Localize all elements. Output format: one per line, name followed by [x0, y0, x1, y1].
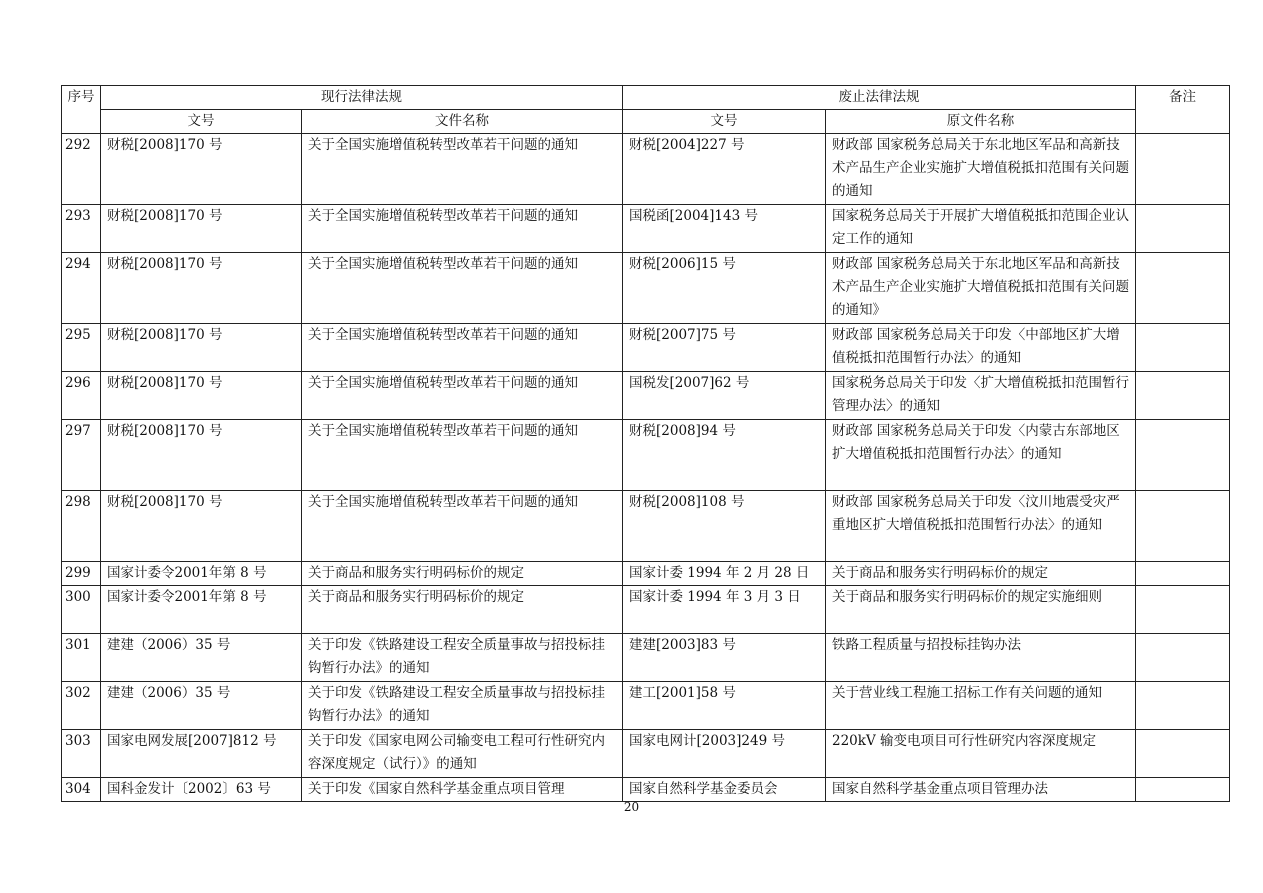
abolished-doc-no-cell: 国税函[2004]143 号 [623, 205, 826, 253]
current-doc-name-cell: 关于印发《铁路建设工程安全质量事故与招投标挂钩暂行办法》的通知 [302, 634, 623, 682]
abolished-doc-no-cell: 国家计委 1994 年 3 月 3 日 [623, 586, 826, 634]
remark-cell [1136, 586, 1230, 634]
page-number: 20 [623, 800, 640, 814]
row-index-cell: 301 [62, 634, 101, 682]
current-doc-no-cell: 财税[2008]170 号 [101, 491, 302, 562]
abolished-doc-name-cell: 财政部 国家税务总局关于印发〈中部地区扩大增值税抵扣范围暂行办法〉的通知 [826, 324, 1136, 372]
abolished-doc-name-cell: 铁路工程质量与招投标挂钩办法 [826, 634, 1136, 682]
current-doc-no-cell: 财税[2008]170 号 [101, 205, 302, 253]
regulations-table [61, 85, 1230, 802]
remark-cell [1136, 205, 1230, 253]
col-current-doc-no-header: 文号 [101, 110, 302, 134]
remark-cell [1136, 634, 1230, 682]
current-doc-name-cell: 关于全国实施增值税转型改革若干问题的通知 [302, 420, 623, 491]
row-index-cell: 303 [62, 730, 101, 778]
abolished-doc-no-cell: 国税发[2007]62 号 [623, 372, 826, 420]
table-row [62, 324, 1230, 372]
abolished-doc-name-cell: 财政部 国家税务总局关于东北地区军品和高新技术产品生产企业实施扩大增值税抵扣范围有关问题的通知》 [826, 253, 1136, 324]
current-doc-name-cell: 关于印发《国家电网公司输变电工程可行性研究内容深度规定（试行）》的通知 [302, 730, 623, 778]
remark-cell [1136, 324, 1230, 372]
current-doc-no-cell: 建建（2006）35 号 [101, 682, 302, 730]
current-doc-no-cell: 国科金发计〔2002〕63 号 [101, 778, 302, 802]
remark-cell [1136, 491, 1230, 562]
table-row [62, 134, 1230, 205]
abolished-doc-no-cell: 建工[2001]58 号 [623, 682, 826, 730]
remark-cell [1136, 562, 1230, 586]
abolished-doc-no-cell: 国家计委 1994 年 2 月 28 日 [623, 562, 826, 586]
remark-cell [1136, 134, 1230, 205]
row-index-cell: 297 [62, 420, 101, 491]
current-doc-name-cell: 关于全国实施增值税转型改革若干问题的通知 [302, 134, 623, 205]
table-body [62, 134, 1230, 802]
row-index-cell: 292 [62, 134, 101, 205]
table-row [62, 205, 1230, 253]
remark-cell [1136, 420, 1230, 491]
current-doc-no-cell: 财税[2008]170 号 [101, 324, 302, 372]
abolished-doc-name-cell: 220kV 输变电项目可行性研究内容深度规定 [826, 730, 1136, 778]
table-row [62, 586, 1230, 634]
remark-cell [1136, 778, 1230, 802]
current-doc-no-cell: 建建（2006）35 号 [101, 634, 302, 682]
abolished-doc-name-cell: 关于商品和服务实行明码标价的规定 [826, 562, 1136, 586]
col-seq-header: 序号 [62, 86, 101, 134]
abolished-doc-name-cell: 财政部 国家税务总局关于印发〈内蒙古东部地区扩大增值税抵扣范围暂行办法〉的通知 [826, 420, 1136, 491]
remark-cell [1136, 682, 1230, 730]
col-abolished-doc-name-header: 原文件名称 [826, 110, 1136, 134]
table-row [62, 778, 1230, 802]
table-header [62, 86, 1230, 134]
abolished-doc-name-cell: 国家税务总局关于开展扩大增值税抵扣范围企业认定工作的通知 [826, 205, 1136, 253]
abolished-doc-no-cell: 国家自然科学基金委员会 [623, 778, 826, 802]
row-index-cell: 304 [62, 778, 101, 802]
abolished-doc-no-cell: 财税[2008]108 号 [623, 491, 826, 562]
table-row [62, 253, 1230, 324]
row-index-cell: 296 [62, 372, 101, 420]
col-current-group-header: 现行法律法规 [101, 86, 623, 110]
current-doc-no-cell: 财税[2008]170 号 [101, 134, 302, 205]
current-doc-name-cell: 关于全国实施增值税转型改革若干问题的通知 [302, 205, 623, 253]
header-row-1 [62, 86, 1230, 110]
current-doc-name-cell: 关于全国实施增值税转型改革若干问题的通知 [302, 491, 623, 562]
current-doc-name-cell: 关于印发《国家自然科学基金重点项目管理 [302, 778, 623, 802]
abolished-doc-name-cell: 关于营业线工程施工招标工作有关问题的通知 [826, 682, 1136, 730]
remark-cell [1136, 253, 1230, 324]
current-doc-name-cell: 关于全国实施增值税转型改革若干问题的通知 [302, 253, 623, 324]
abolished-doc-no-cell: 建建[2003]83 号 [623, 634, 826, 682]
current-doc-no-cell: 国家电网发展[2007]812 号 [101, 730, 302, 778]
row-index-cell: 294 [62, 253, 101, 324]
current-doc-no-cell: 国家计委令2001年第 8 号 [101, 586, 302, 634]
abolished-doc-no-cell: 财税[2007]75 号 [623, 324, 826, 372]
current-doc-no-cell: 财税[2008]170 号 [101, 420, 302, 491]
current-doc-name-cell: 关于商品和服务实行明码标价的规定 [302, 562, 623, 586]
abolished-doc-no-cell: 财税[2006]15 号 [623, 253, 826, 324]
current-doc-name-cell: 关于商品和服务实行明码标价的规定 [302, 586, 623, 634]
table-row [62, 682, 1230, 730]
col-abolished-group-header: 废止法律法规 [623, 86, 1136, 110]
abolished-doc-name-cell: 关于商品和服务实行明码标价的规定实施细则 [826, 586, 1136, 634]
table-row [62, 420, 1230, 491]
remark-cell [1136, 730, 1230, 778]
table-row [62, 491, 1230, 562]
table-row [62, 730, 1230, 778]
abolished-doc-no-cell: 财税[2004]227 号 [623, 134, 826, 205]
abolished-doc-name-cell: 财政部 国家税务总局关于印发〈汶川地震受灾严重地区扩大增值税抵扣范围暂行办法〉的通知 [826, 491, 1136, 562]
abolished-doc-no-cell: 国家电网计[2003]249 号 [623, 730, 826, 778]
row-index-cell: 298 [62, 491, 101, 562]
current-doc-no-cell: 财税[2008]170 号 [101, 372, 302, 420]
table-row [62, 634, 1230, 682]
col-current-doc-name-header: 文件名称 [302, 110, 623, 134]
row-index-cell: 293 [62, 205, 101, 253]
abolished-doc-name-cell: 财政部 国家税务总局关于东北地区军品和高新技术产品生产企业实施扩大增值税抵扣范围有关问题的通知 [826, 134, 1136, 205]
row-index-cell: 302 [62, 682, 101, 730]
abolished-doc-name-cell: 国家税务总局关于印发〈扩大增值税抵扣范围暂行管理办法〉的通知 [826, 372, 1136, 420]
row-index-cell: 299 [62, 562, 101, 586]
abolished-doc-no-cell: 财税[2008]94 号 [623, 420, 826, 491]
row-index-cell: 300 [62, 586, 101, 634]
current-doc-no-cell: 国家计委令2001年第 8 号 [101, 562, 302, 586]
table-row [62, 372, 1230, 420]
current-doc-no-cell: 财税[2008]170 号 [101, 253, 302, 324]
header-row-2 [62, 110, 1230, 134]
remark-cell [1136, 372, 1230, 420]
table-row [62, 562, 1230, 586]
current-doc-name-cell: 关于全国实施增值税转型改革若干问题的通知 [302, 372, 623, 420]
col-abolished-doc-no-header: 文号 [623, 110, 826, 134]
current-doc-name-cell: 关于全国实施增值税转型改革若干问题的通知 [302, 324, 623, 372]
current-doc-name-cell: 关于印发《铁路建设工程安全质量事故与招投标挂钩暂行办法》的通知 [302, 682, 623, 730]
abolished-doc-name-cell: 国家自然科学基金重点项目管理办法 [826, 778, 1136, 802]
row-index-cell: 295 [62, 324, 101, 372]
col-remark-header: 备注 [1136, 86, 1230, 134]
